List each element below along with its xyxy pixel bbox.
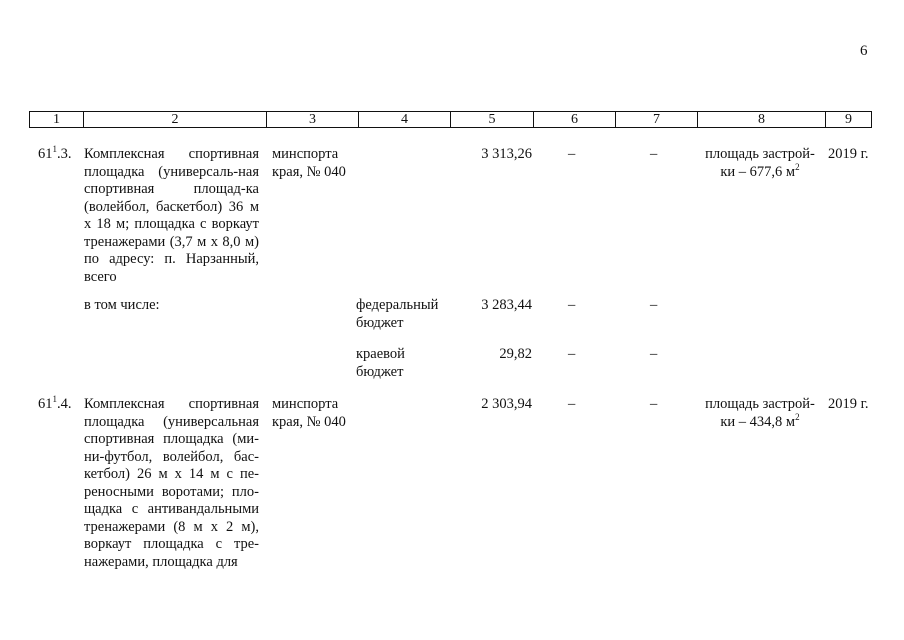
funding-source: краевой бюджет [356,346,405,380]
funding-source: федеральный бюджет [356,297,439,331]
column-header-7: 7 [616,112,698,128]
column-header-5: 5 [451,112,534,128]
amount: 29,82 [499,346,532,362]
column-header-9: 9 [826,112,872,128]
column-header-3: 3 [267,112,359,128]
column-6-value: – [568,346,576,362]
row-number: $61^1.3$. [38,144,72,162]
amount-total: 2 303,94 [481,396,532,412]
column-header-4: 4 [359,112,451,128]
amount-total: 3 313,26 [481,146,532,162]
column-7-value: – [650,396,658,412]
year: 2019 г. [828,396,869,412]
column-header-8: 8 [698,112,826,128]
column-7-value: – [650,346,658,362]
capacity: площадь застрой-ки – 434,8 $м^2$ [705,396,815,430]
row-number: $61^1.4$. [38,394,72,412]
column-header-row [30,112,872,128]
owner: минспорта края, № 040 [272,396,346,430]
year: 2019 г. [828,146,869,162]
capacity: площадь застрой-ки – 677,6 $м^2$ [705,146,815,180]
column-header-table [29,111,872,128]
column-7-value: – [650,297,658,313]
column-7-value: – [650,146,658,162]
page-number: 6 [860,43,868,59]
column-6-value: – [568,297,576,313]
column-6-value: – [568,146,576,162]
owner: минспорта края, № 040 [272,146,346,180]
object-name: Комплексная спортивная площадка (универсальная спортивная площадка (ми-ни-футбол, волейбол, бас-кетбол) 26 м х 14 м с пе-реносными воротами; пло-щадка с антивандальными тренажерами (8 м х 2 м), воркаут площадка с тре-нажерами, площадка для [84,396,259,570]
object-name: Комплексная спортивная площадка (универсаль-ная спортивная площад-ка (волейбол, баскетбол) 36 м х 18 м; площадка с воркаут тренажерами (3,7 м х 8,0 м) по адресу: п. Нарзанный, всего [84,146,259,285]
column-header-2: 2 [84,112,267,128]
column-header-6: 6 [534,112,616,128]
column-6-value: – [568,396,576,412]
column-header-1: 1 [30,112,84,128]
amount: 3 283,44 [481,297,532,313]
including-label: в том числе: [84,297,160,313]
